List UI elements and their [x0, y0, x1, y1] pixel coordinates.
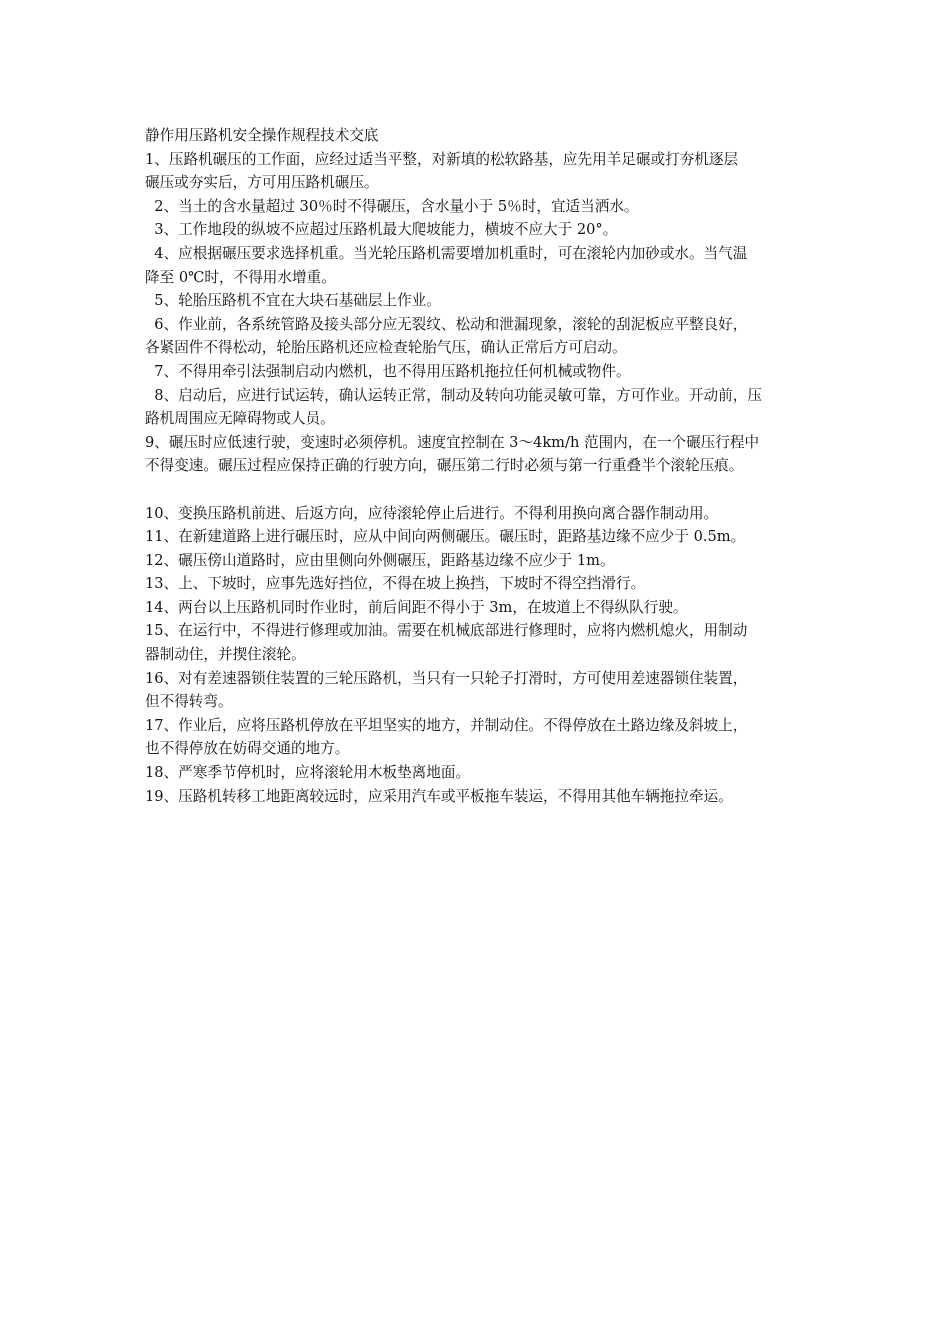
- text-line: 14、两台以上压路机同时作业时，前后间距不得小于 3m，在坡道上不得纵队行驶。: [145, 598, 688, 616]
- text-line: 碾压或夯实后，方可用压路机碾压。: [145, 174, 379, 192]
- text-line: 16、对有差速器锁住装置的三轮压路机，当只有一只轮子打滑时，方可使用差速器锁住装置，: [145, 669, 748, 687]
- text-line: 3、工作地段的纵坡不应超过压路机最大爬坡能力，横坡不应大于 20°。: [145, 221, 618, 239]
- document-title: 静作用压路机安全操作规程技术交底: [145, 127, 379, 144]
- text-line: 但不得转弯。: [145, 693, 233, 711]
- text-line: 5、轮胎压路机不宜在大块石基础层上作业。: [145, 292, 441, 310]
- text-line: 路机周围应无障碍物或人员。: [145, 410, 335, 428]
- text-line: 1、压路机碾压的工作面，应经过适当平整，对新填的松软路基，应先用羊足碾或打夯机逐层: [145, 150, 739, 168]
- text-line: 11、在新建道路上进行碾压时，应从中间向两侧碾压。碾压时，距路基边缘不应少于 0.5m。: [145, 528, 746, 546]
- text-line: 10、变换压路机前进、后返方向，应待滚轮停止后进行。不得利用换向离合器作制动用。: [145, 504, 719, 522]
- text-line: 也不得停放在妨碍交通的地方。: [145, 740, 350, 758]
- paragraph-gap: [145, 478, 825, 502]
- text-line: 18、严寒季节停机时，应将滚轮用木板垫离地面。: [145, 764, 471, 782]
- text-line: 4、应根据碾压要求选择机重。当光轮压路机需要增加机重时，可在滚轮内加砂或水。当气温: [145, 244, 748, 262]
- text-line: 各紧固件不得松动，轮胎压路机还应检查轮胎气压，确认正常后方可启动。: [145, 339, 627, 357]
- text-line: 不得变速。碾压过程应保持正确的行驶方向，碾压第二行时必须与第一行重叠半个滚轮压痕。: [145, 457, 744, 475]
- text-line: 9、碾压时应低速行驶，变速时必须停机。速度宜控制在 3～4km/h 范围内，在一个碾压行程中: [145, 433, 760, 451]
- text-line: 6、作业前，各系统管路及接头部分应无裂纹、松动和泄漏现象，滚轮的刮泥板应平整良好，: [145, 315, 748, 333]
- text-line: 19、压路机转移工地距离较远时，应采用汽车或平板拖车装运，不得用其他车辆拖拉牵运。: [145, 787, 733, 805]
- document-body: [145, 124, 825, 808]
- text-line: 器制动住，并揳住滚轮。: [145, 646, 306, 664]
- text-line: 2、当土的含水量超过 30％时不得碾压，含水量小于 5％时，宜适当洒水。: [145, 197, 639, 215]
- text-line: 17、作业后，应将压路机停放在平坦坚实的地方，并制动住。不得停放在土路边缘及斜坡上，: [145, 716, 748, 734]
- text-line: 12、碾压傍山道路时，应由里侧向外侧碾压，距路基边缘不应少于 1m。: [145, 551, 615, 569]
- text-line: 降至 0℃时，不得用水增重。: [145, 268, 336, 286]
- text-line: 8、启动后，应进行试运转，确认运转正常，制动及转向功能灵敏可靠，方可作业。开动前，压: [145, 386, 762, 404]
- text-line: 7、不得用牵引法强制启动内燃机，也不得用压路机拖拉任何机械或物件。: [145, 362, 631, 380]
- text-line: 13、上、下坡时，应事先选好挡位，不得在坡上换挡，下坡时不得空挡滑行。: [145, 575, 646, 593]
- text-line: 15、在运行中，不得进行修理或加油。需要在机械底部进行修理时，应将内燃机熄火，用制动: [145, 622, 748, 640]
